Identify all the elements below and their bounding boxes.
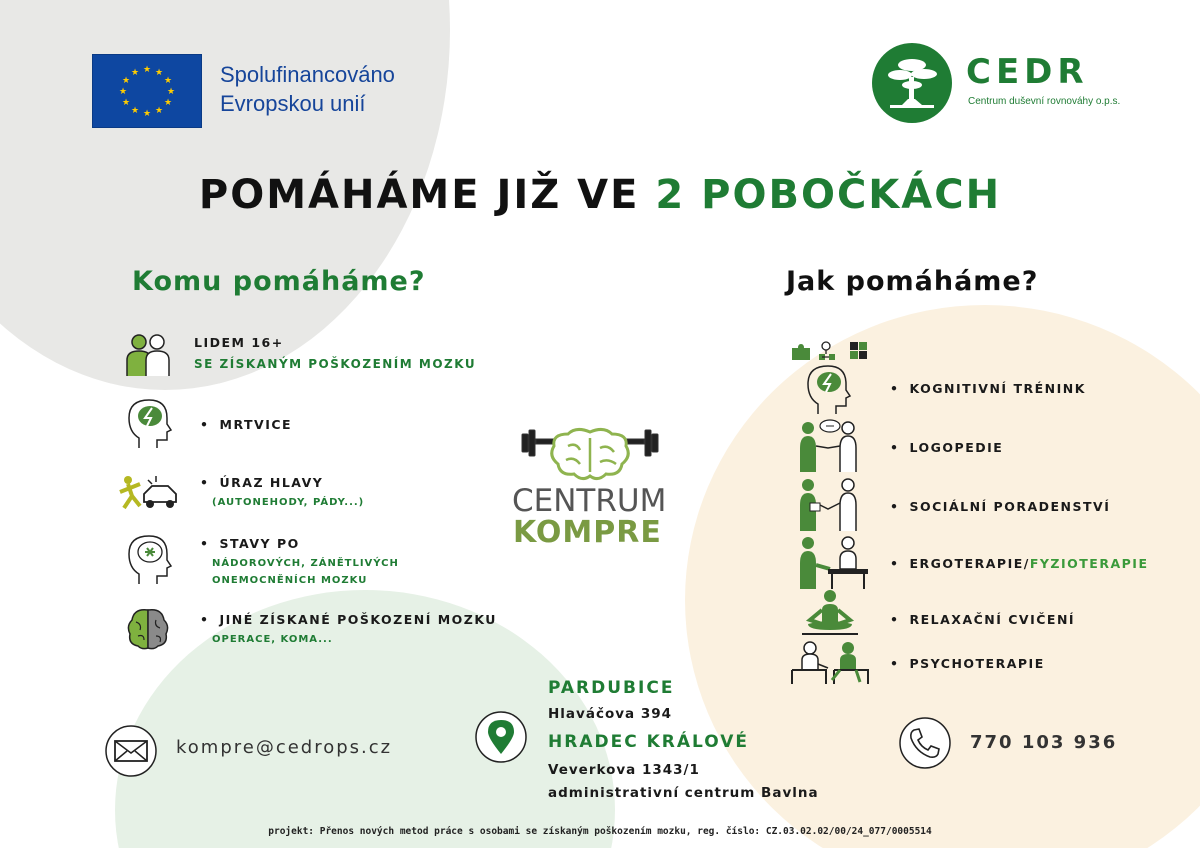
svg-text:★: ★ [121, 98, 131, 108]
komu-item-4-sub2: ONEMOCNĚNÍCH MOZKU [212, 575, 368, 586]
cognitive-puzzle-icon [790, 340, 870, 364]
komu-item-3-sub: (AUTONEHODY, PÁDY...) [212, 497, 365, 508]
email-link[interactable]: kompre@cedrops.cz [176, 737, 393, 758]
cedr-subtitle: Centrum duševní rovnováhy o.p.s. [968, 96, 1121, 107]
address-hradec-building: administrativní centrum Bavlna [548, 785, 819, 801]
svg-text:★: ★ [118, 87, 128, 97]
svg-text:★: ★ [130, 106, 140, 116]
phone-number[interactable]: 770 103 936 [970, 732, 1118, 753]
address-pardubice: Hlaváčova 394 [548, 706, 673, 722]
car-accident-icon [118, 472, 180, 514]
kompre-brain-dumbbell-icon [520, 424, 660, 490]
svg-text:★: ★ [142, 65, 152, 75]
head-brain-icon [125, 530, 173, 588]
phone-icon [898, 716, 952, 770]
city-hradec: HRADEC KRÁLOVÉ [548, 732, 750, 752]
svg-text:★: ★ [154, 106, 164, 116]
jak-item-3: • SOCIÁLNÍ PORADENSTVÍ [890, 499, 1110, 514]
komu-item-2-main: • MRTVICE [200, 417, 292, 432]
jak-item-5: • RELAXAČNÍ CVIČENÍ [890, 612, 1075, 627]
svg-text:★: ★ [163, 98, 173, 108]
svg-text:★: ★ [154, 68, 164, 78]
meditation-icon [800, 588, 860, 638]
envelope-icon [104, 724, 158, 778]
komu-item-1-main: LIDEM 16+ [194, 335, 284, 350]
therapy-icon [796, 535, 870, 591]
jak-title: Jak pomáháme? [786, 266, 1039, 297]
speech-icon [796, 418, 864, 474]
kompre-line2: KOMPRE [513, 515, 662, 550]
komu-item-5-main: • JINÉ ZÍSKANÉ POŠKOZENÍ MOZKU [200, 612, 497, 627]
svg-text:★: ★ [163, 76, 173, 86]
brain-icon [126, 606, 170, 652]
svg-text:★: ★ [142, 109, 152, 119]
jak-item-4: • ERGOTERAPIE/FYZIOTERAPIE [890, 556, 1149, 571]
eu-flag-icon [92, 54, 202, 128]
background-green-circle [115, 590, 615, 848]
jak-item-6: • PSYCHOTERAPIE [890, 656, 1045, 671]
komu-item-3-main: • ÚRAZ HLAVY [200, 475, 323, 490]
komu-item-5-sub: OPERACE, KOMA... [212, 634, 333, 645]
psychotherapy-icon [790, 640, 870, 688]
komu-item-4-sub1: NÁDOROVÝCH, ZÁNĚTLIVÝCH [212, 558, 399, 569]
eu-cofunded-text: Spolufinancováno Evropskou unií [220, 62, 395, 116]
kompre-line1: CENTRUM [512, 483, 667, 519]
two-people-icon [122, 330, 176, 378]
address-hradec: Veverkova 1343/1 [548, 762, 700, 778]
svg-text:★: ★ [166, 87, 176, 97]
cedr-logo-text: CEDR [966, 52, 1089, 92]
project-footer: projekt: Přenos nových metod práce s osobami se získaným poškozením mozku, reg. číslo: CZ.03.02.02/00/24_077/0005514 [268, 826, 932, 837]
komu-title: Komu pomáháme? [132, 266, 426, 297]
komu-item-4-main: • STAVY PO [200, 536, 300, 551]
svg-text:★: ★ [121, 76, 131, 86]
handshake-icon [796, 477, 864, 533]
head-lightning-icon [125, 394, 173, 452]
cognitive-icon [804, 362, 854, 416]
svg-text:★: ★ [130, 68, 140, 78]
page-title: POMÁHÁME JIŽ VE 2 POBOČKÁCH [198, 172, 1002, 218]
location-pin-icon [474, 710, 528, 764]
city-pardubice: PARDUBICE [548, 678, 675, 698]
jak-item-1: • KOGNITIVNÍ TRÉNINK [890, 381, 1086, 396]
jak-item-2: • LOGOPEDIE [890, 440, 1003, 455]
komu-item-1-sub: SE ZÍSKANÝM POŠKOZENÍM MOZKU [194, 357, 477, 371]
cedr-tree-icon [872, 43, 952, 123]
